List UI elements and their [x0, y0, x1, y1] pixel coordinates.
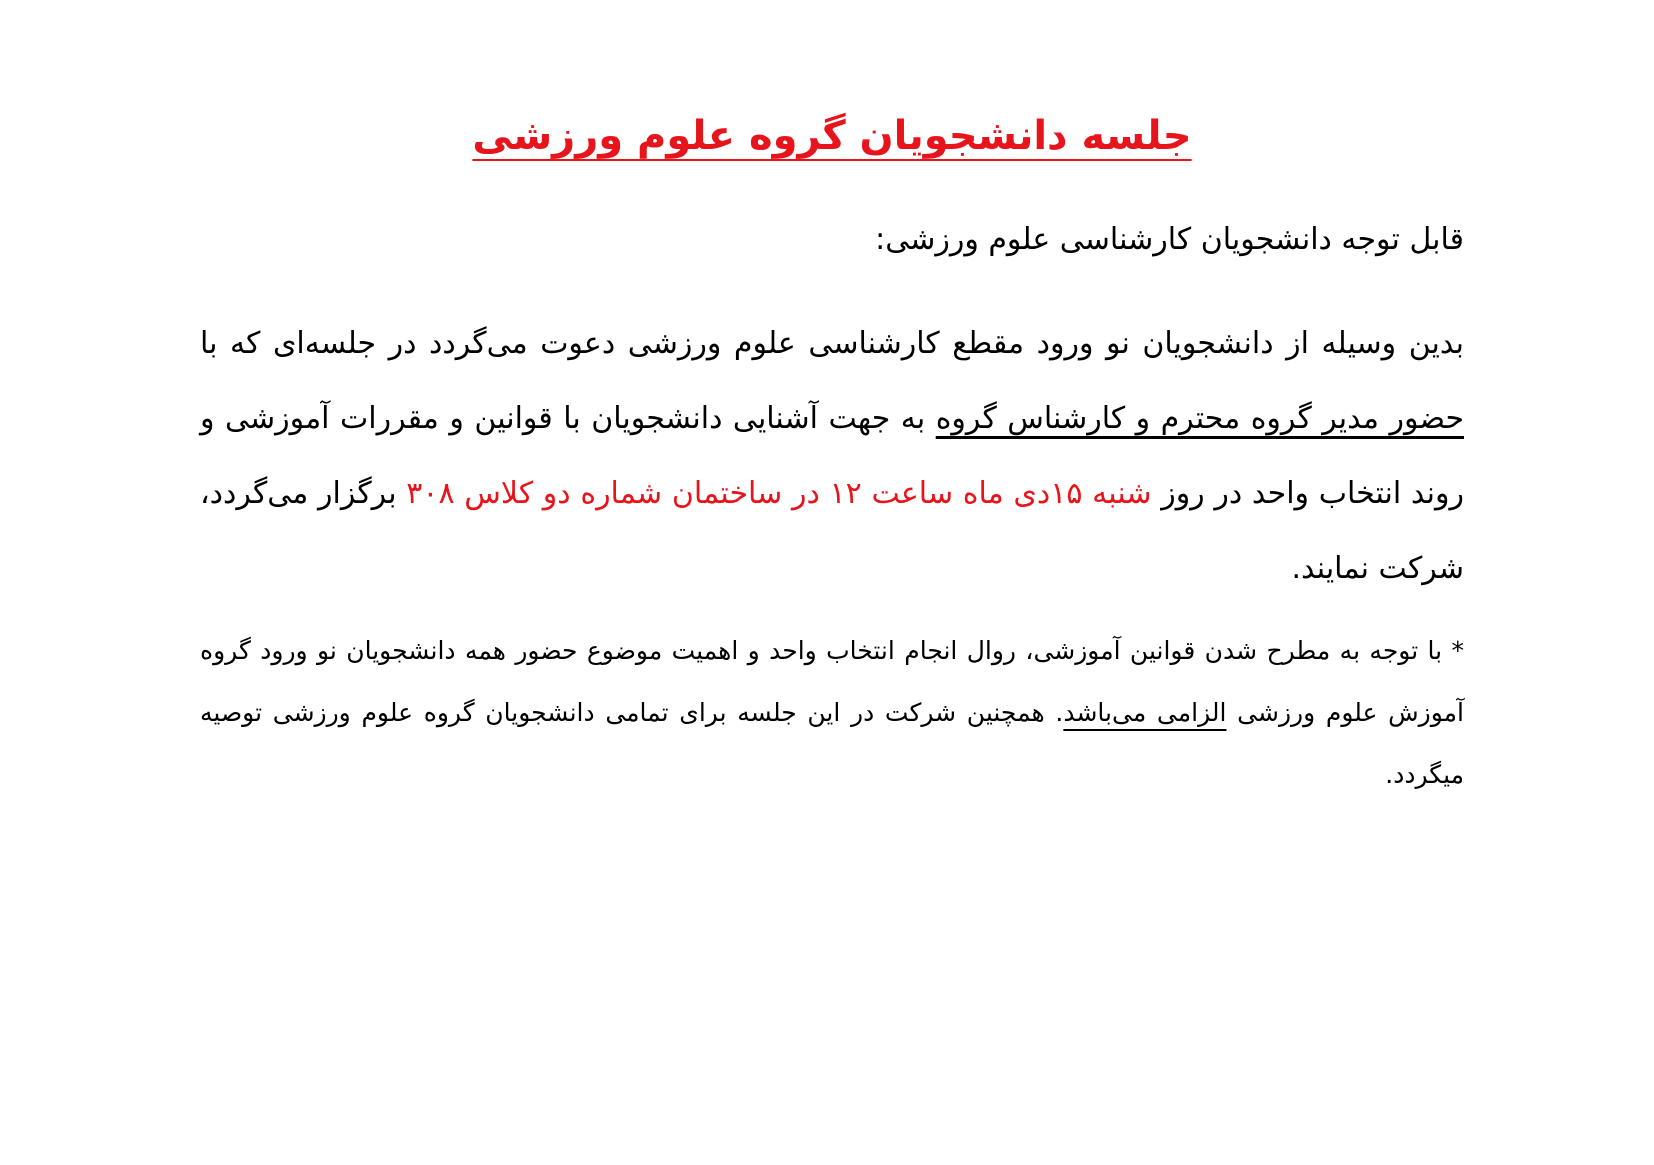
addressee-line: قابل توجه دانشجویان کارشناسی علوم ورزشی:: [875, 222, 1464, 257]
note-text-start: * با توجه به مطرح شدن قوانین آموزشی، روال انجام انتخاب واحد و اهمیت موضوع حضور همه دانشجویان نو ورود گروه آموزش علوم ورزشی: [200, 636, 1464, 727]
invitation-text-start: بدین وسیله از دانشجویان نو ورود مقطع کارشناسی علوم ورزشی دعوت می‌گردد در جلسه‌ای که با: [200, 326, 1464, 361]
meeting-time-location: شنبه ۱۵دی ماه ساعت ۱۲ در ساختمان شماره دو کلاس ۳۰۸: [406, 476, 1152, 511]
note-paragraph: [200, 620, 1464, 806]
invitation-text-end: برگزار می‌گردد، شرکت نمایند.: [200, 476, 1464, 586]
note-underlined-text: الزامی می‌باشد: [1063, 698, 1227, 727]
invitation-paragraph: [200, 306, 1464, 606]
invitation-text-middle: به جهت آشنایی دانشجویان با قوانین و مقررات آموزشی و روند انتخاب واحد در روز: [200, 401, 1464, 511]
invitation-underlined-text: حضور مدیر گروه محترم و کارشناس گروه: [935, 401, 1465, 436]
title-container: [200, 108, 1464, 164]
note-text-end: . همچنین شرکت در این جلسه برای تمامی دانشجویان گروه علوم ورزشی توصیه میگردد.: [200, 698, 1464, 789]
page-title: جلسه دانشجویان گروه علوم ورزشی: [472, 113, 1192, 159]
